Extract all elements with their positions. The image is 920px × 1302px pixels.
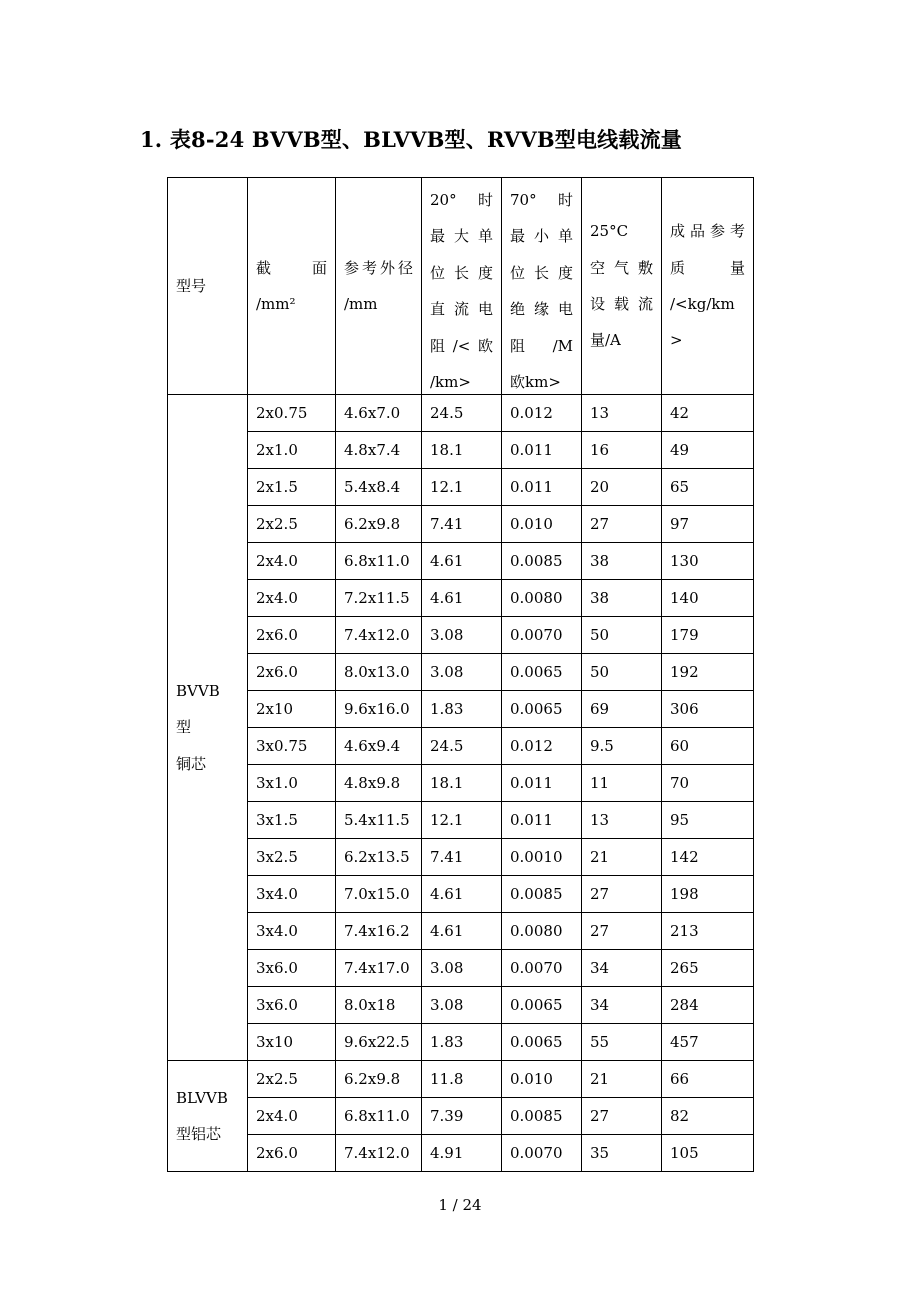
cell-insulation: 0.011 [502,469,582,506]
cell-section: 2x1.0 [248,432,336,469]
cell-insulation: 0.011 [502,432,582,469]
header-type [168,178,248,395]
header-section [248,178,336,395]
cell-diameter: 7.4x16.2 [336,913,422,950]
cell-insulation: 0.012 [502,728,582,765]
table-row [168,506,754,543]
cell-section: 2x10 [248,691,336,728]
header-current-line: 25°C [590,222,629,241]
table-row [168,913,754,950]
cell-diameter: 7.4x17.0 [336,950,422,987]
cell-insulation: 0.0080 [502,913,582,950]
header-insulation [502,178,582,395]
type-label-line: BVVB [176,681,220,700]
table-row [168,543,754,580]
cell-current: 34 [582,987,662,1024]
cell-section: 2x1.5 [248,469,336,506]
cell-insulation: 0.0085 [502,876,582,913]
cell-section: 2x2.5 [248,506,336,543]
cell-resistance: 3.08 [422,950,502,987]
header-current-line: 空气敷 [590,258,653,277]
cell-current: 55 [582,1024,662,1061]
cell-section: 2x4.0 [248,1098,336,1135]
table-row [168,839,754,876]
cell-insulation: 0.010 [502,1061,582,1098]
cell-section: 3x4.0 [248,913,336,950]
cell-section: 2x2.5 [248,1061,336,1098]
cell-resistance: 4.91 [422,1135,502,1172]
header-current [582,178,662,395]
header-resistance-line: 直流电 [430,300,493,319]
header-resistance-line: 阻/<欧 [430,336,493,355]
cell-weight: 265 [662,950,754,987]
cell-resistance: 1.83 [422,1024,502,1061]
table-row [168,691,754,728]
header-insulation-line: 最小单 [510,227,573,246]
cell-resistance: 3.08 [422,654,502,691]
cell-section: 3x0.75 [248,728,336,765]
cell-diameter: 6.8x11.0 [336,543,422,580]
header-insulation-line: 欧km> [510,372,561,391]
cable-spec-table [167,177,754,1172]
header-diameter-line: 参考外径 [344,258,413,277]
header-insulation-line: 位长度 [510,263,573,282]
cell-weight: 306 [662,691,754,728]
cell-insulation: 0.0065 [502,987,582,1024]
table-row [168,728,754,765]
cell-weight: 66 [662,1061,754,1098]
cell-resistance: 18.1 [422,432,502,469]
table-row [168,1098,754,1135]
cell-insulation: 0.010 [502,506,582,543]
header-resistance-line: 最大单 [430,227,493,246]
type-label-line: 型铝芯 [176,1125,222,1143]
cell-weight: 95 [662,802,754,839]
cell-diameter: 5.4x8.4 [336,469,422,506]
table-header-row [168,178,754,395]
cell-diameter: 5.4x11.5 [336,802,422,839]
cell-insulation: 0.0010 [502,839,582,876]
cell-diameter: 4.8x7.4 [336,432,422,469]
cell-section: 2x6.0 [248,617,336,654]
cell-diameter: 4.6x7.0 [336,395,422,432]
cell-section: 3x6.0 [248,987,336,1024]
type-label-line: 铜芯 [176,754,207,773]
header-resistance-line: 20° 时 [430,191,493,209]
cell-insulation: 0.0065 [502,1024,582,1061]
cell-current: 69 [582,691,662,728]
cell-insulation: 0.0085 [502,543,582,580]
cell-weight: 192 [662,654,754,691]
cell-diameter: 7.2x11.5 [336,580,422,617]
header-resistance-line: 位长度 [430,263,493,282]
cell-section: 2x6.0 [248,1135,336,1172]
cell-insulation: 0.011 [502,802,582,839]
cell-diameter: 7.4x12.0 [336,1135,422,1172]
table-row [168,654,754,691]
cell-resistance: 4.61 [422,913,502,950]
cell-section: 2x0.75 [248,395,336,432]
cell-insulation: 0.0080 [502,580,582,617]
type-label-line: 型 [176,718,192,737]
header-current-line: 量/A [590,331,621,350]
cell-current: 13 [582,395,662,432]
cell-section: 3x6.0 [248,950,336,987]
table-row [168,432,754,469]
cell-current: 50 [582,654,662,691]
header-type-line: 型号 [176,276,207,295]
cell-diameter: 6.2x9.8 [336,1061,422,1098]
cell-weight: 49 [662,432,754,469]
cell-resistance: 4.61 [422,580,502,617]
cell-diameter: 4.6x9.4 [336,728,422,765]
header-current-line: 设载流 [590,295,653,313]
cell-insulation: 0.0065 [502,654,582,691]
cell-section: 3x10 [248,1024,336,1061]
cell-diameter: 4.8x9.8 [336,765,422,802]
cell-current: 38 [582,580,662,617]
cell-diameter: 8.0x18 [336,987,422,1024]
table-row [168,469,754,506]
page-heading: 1. 表8-24 BVVB型、BLVVB型、RVVB型电线载流量 [140,127,682,152]
cell-current: 34 [582,950,662,987]
type-cell [168,1061,248,1172]
page-number: 1 / 24 [438,1196,482,1214]
cell-insulation: 0.012 [502,395,582,432]
cell-diameter: 9.6x16.0 [336,691,422,728]
header-section-line: /mm² [256,295,296,313]
cell-current: 20 [582,469,662,506]
cell-resistance: 7.41 [422,506,502,543]
cell-weight: 70 [662,765,754,802]
cell-resistance: 24.5 [422,728,502,765]
header-resistance [422,178,502,395]
cell-resistance: 4.61 [422,876,502,913]
cell-diameter: 8.0x13.0 [336,654,422,691]
cell-section: 3x1.0 [248,765,336,802]
cell-current: 21 [582,1061,662,1098]
header-weight [662,178,754,395]
cell-weight: 284 [662,987,754,1024]
table-row [168,876,754,913]
cell-resistance: 4.61 [422,543,502,580]
table-row [168,987,754,1024]
cell-diameter: 6.8x11.0 [336,1098,422,1135]
header-insulation-line: 绝缘电 [510,300,573,319]
cell-diameter: 7.0x15.0 [336,876,422,913]
cell-current: 50 [582,617,662,654]
cell-section: 2x6.0 [248,654,336,691]
header-weight-line: 质 量 [670,258,745,277]
cell-current: 27 [582,506,662,543]
table-row [168,395,754,432]
cell-current: 27 [582,1098,662,1135]
cell-current: 9.5 [582,728,662,765]
cell-resistance: 7.39 [422,1098,502,1135]
type-label-line: BLVVB [176,1088,228,1107]
header-diameter-line: /mm [344,295,378,313]
cell-current: 38 [582,543,662,580]
header-weight-line: /<kg/km [670,295,735,313]
table-row [168,802,754,839]
cell-weight: 60 [662,728,754,765]
cell-resistance: 3.08 [422,617,502,654]
cell-section: 2x4.0 [248,580,336,617]
table-row [168,765,754,802]
cell-weight: 179 [662,617,754,654]
cell-weight: 457 [662,1024,754,1061]
cell-weight: 65 [662,469,754,506]
table-row [168,580,754,617]
cell-current: 11 [582,765,662,802]
cell-section: 3x1.5 [248,802,336,839]
cell-diameter: 6.2x9.8 [336,506,422,543]
cell-insulation: 0.0070 [502,1135,582,1172]
cell-insulation: 0.0070 [502,617,582,654]
cell-resistance: 12.1 [422,802,502,839]
table-row [168,1024,754,1061]
cell-resistance: 24.5 [422,395,502,432]
table-row [168,1135,754,1172]
table-row [168,617,754,654]
cell-current: 16 [582,432,662,469]
header-weight-line: 成品参考 [670,222,745,241]
header-diameter [336,178,422,395]
cell-resistance: 11.8 [422,1061,502,1098]
header-insulation-line: 70° 时 [510,191,573,209]
cell-diameter: 6.2x13.5 [336,839,422,876]
table-row [168,1061,754,1098]
cell-weight: 82 [662,1098,754,1135]
cell-section: 3x2.5 [248,839,336,876]
header-weight-line: > [670,331,683,350]
cell-weight: 142 [662,839,754,876]
cell-weight: 105 [662,1135,754,1172]
cell-insulation: 0.011 [502,765,582,802]
cell-current: 21 [582,839,662,876]
cell-resistance: 18.1 [422,765,502,802]
type-cell [168,395,248,1061]
cell-current: 27 [582,876,662,913]
cell-section: 3x4.0 [248,876,336,913]
cell-weight: 198 [662,876,754,913]
cell-weight: 42 [662,395,754,432]
cell-resistance: 12.1 [422,469,502,506]
cell-section: 2x4.0 [248,543,336,580]
cell-weight: 97 [662,506,754,543]
cell-current: 35 [582,1135,662,1172]
cell-insulation: 0.0065 [502,691,582,728]
cell-resistance: 3.08 [422,987,502,1024]
header-section-line: 截 面 [256,258,327,277]
cell-current: 27 [582,913,662,950]
cell-current: 13 [582,802,662,839]
table-row [168,950,754,987]
cell-diameter: 7.4x12.0 [336,617,422,654]
cell-diameter: 9.6x22.5 [336,1024,422,1061]
cell-insulation: 0.0070 [502,950,582,987]
cell-insulation: 0.0085 [502,1098,582,1135]
cell-resistance: 1.83 [422,691,502,728]
header-resistance-line: /km> [430,372,471,391]
cell-weight: 140 [662,580,754,617]
cell-resistance: 7.41 [422,839,502,876]
header-insulation-line: 阻 /M [510,336,573,355]
cell-weight: 130 [662,543,754,580]
cell-weight: 213 [662,913,754,950]
